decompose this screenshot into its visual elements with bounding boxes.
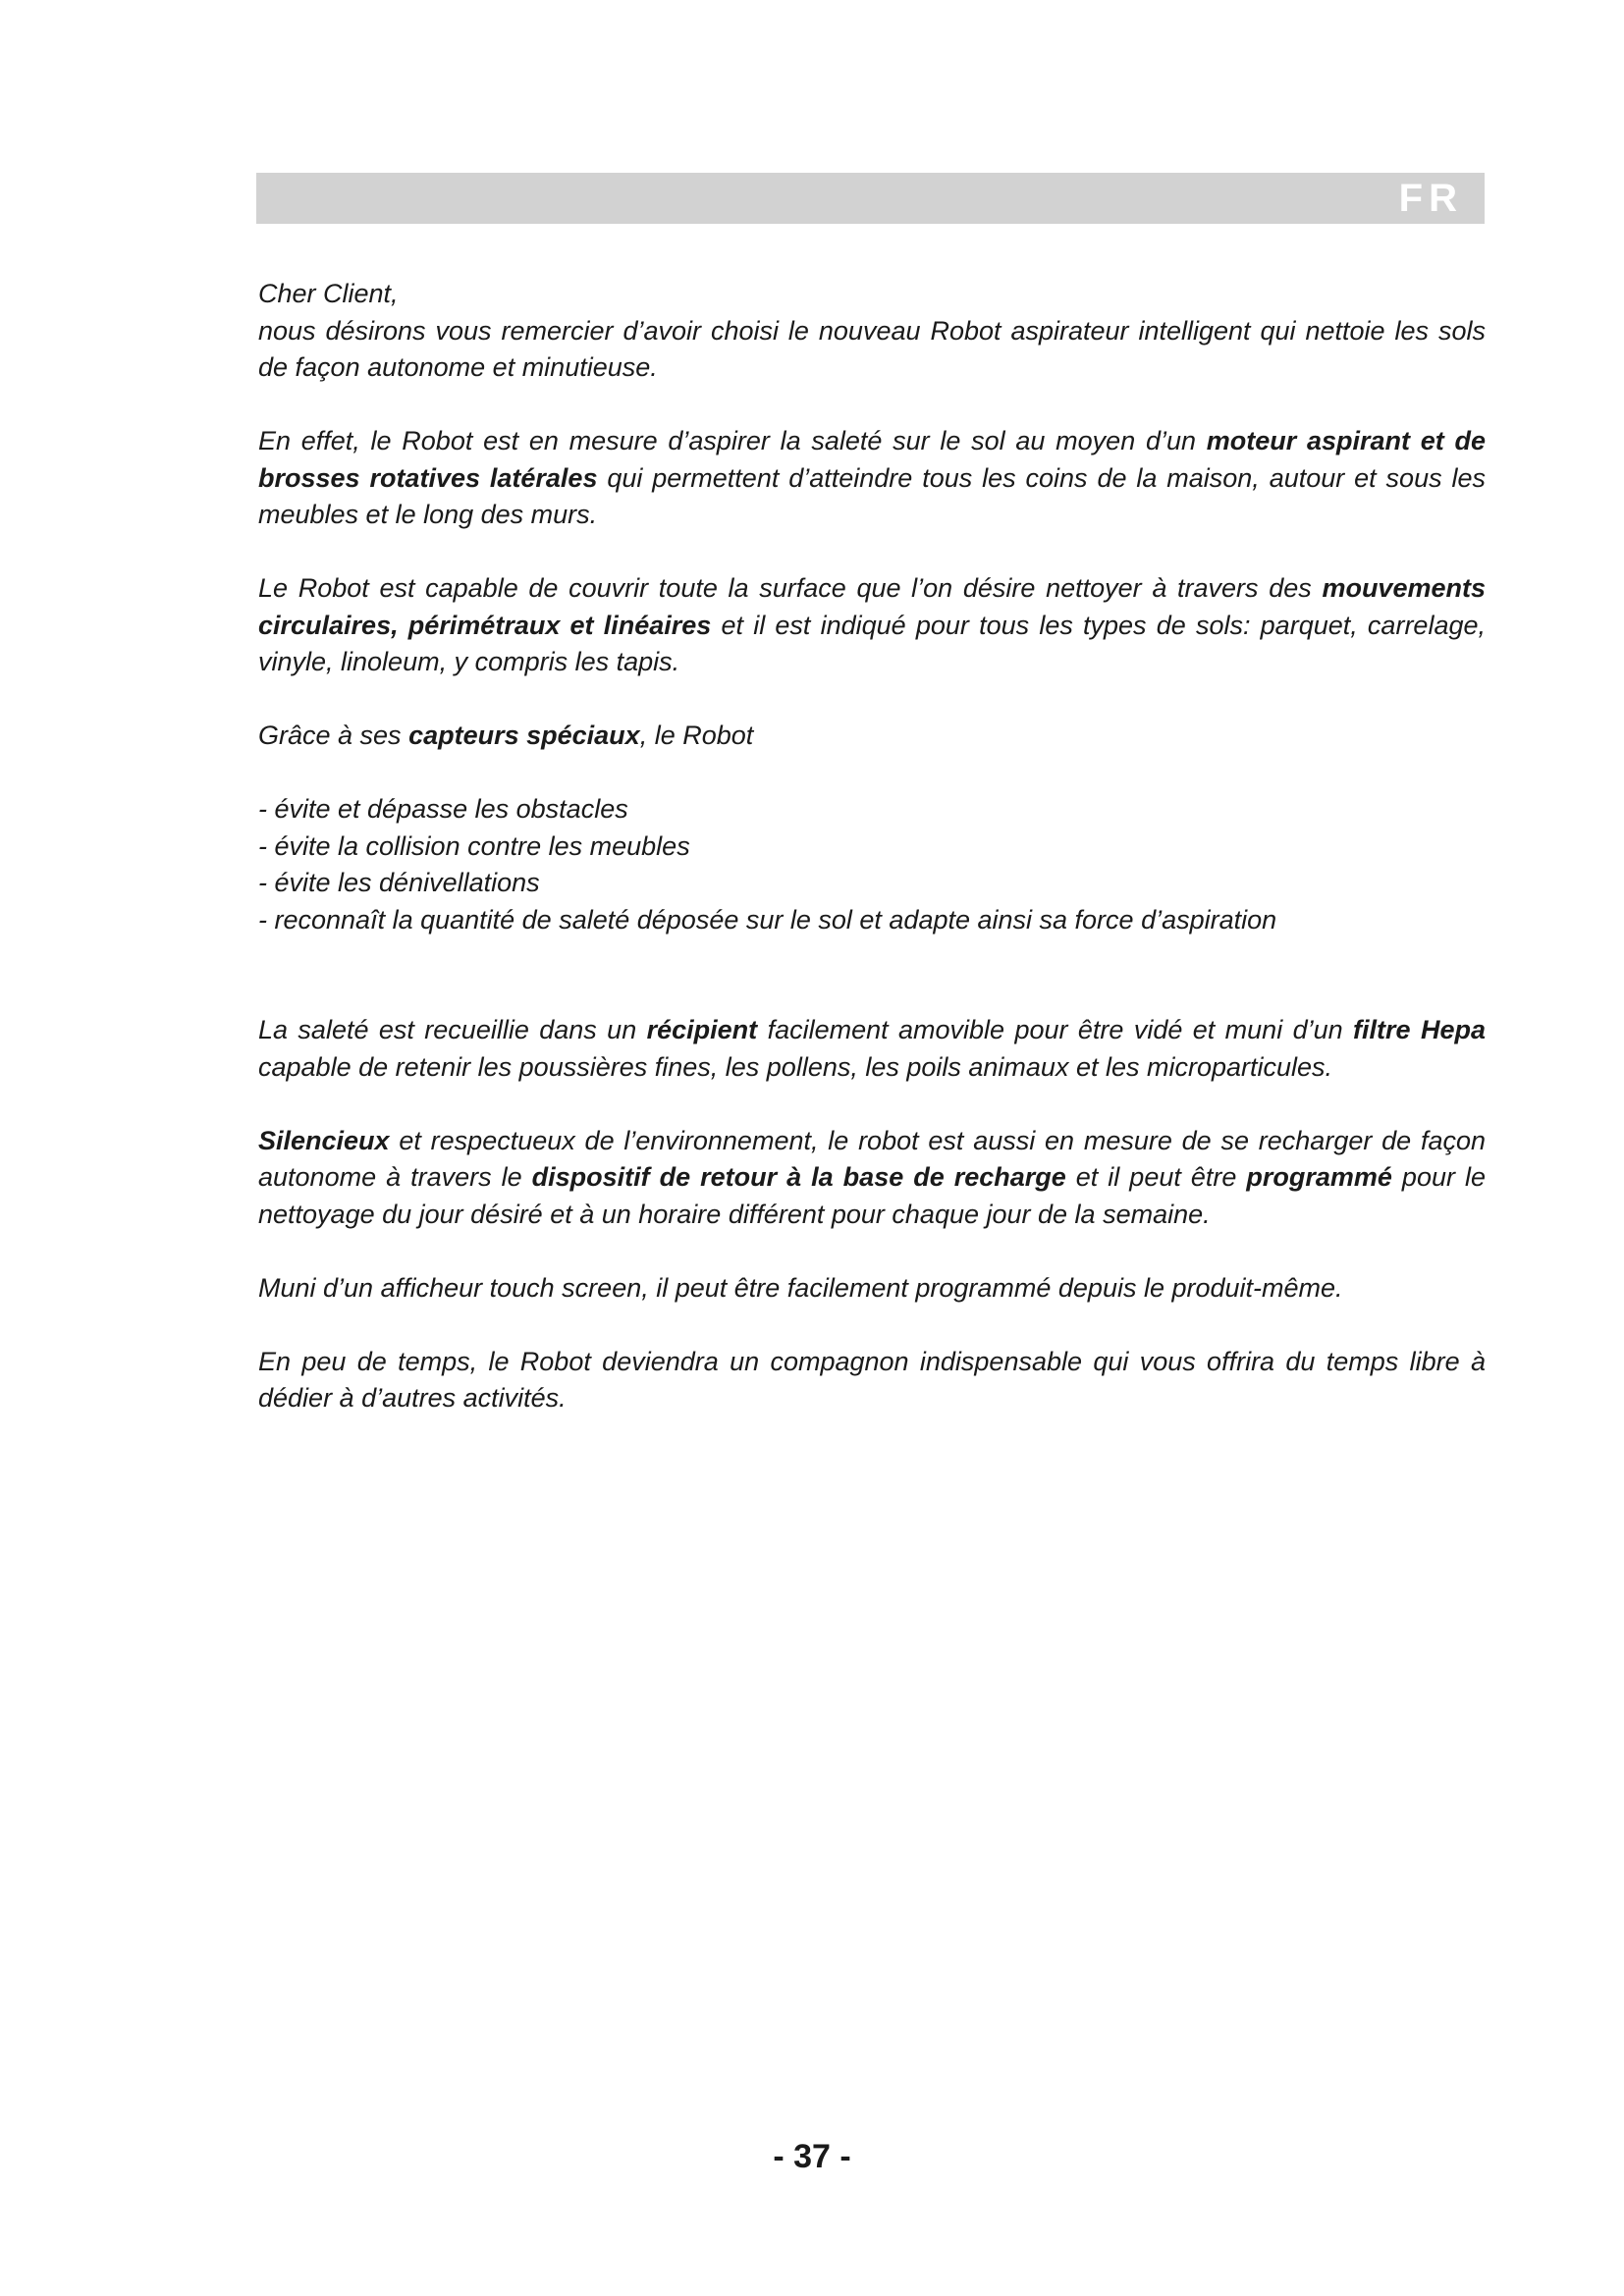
text-run: Grâce à ses xyxy=(258,721,409,750)
text-run: Le Robot est capable de couvrir toute la surface que l’on désire nettoyer à travers des xyxy=(258,573,1323,603)
intro-text: nous désirons vous remercier d’avoir choisi le nouveau Robot aspirateur intelligent qui nettoie les sols de façon autonome et minutieuse. xyxy=(258,315,1486,382)
language-header-bar xyxy=(256,173,1485,224)
text-run: , le Robot xyxy=(639,721,754,750)
text-run: qui permettent d’atteindre tous les coins de la maison, autour et sous les meubles et le long des murs. xyxy=(258,462,1486,529)
text-run: capable de retenir les poussières fines, les pollens, les poils animaux et les microparticules. xyxy=(258,1051,1333,1082)
emphasis-text: Silencieux xyxy=(258,1125,390,1155)
emphasis-text: programmé xyxy=(1246,1162,1392,1192)
emphasis-text: dispositif de retour à la base de recharge xyxy=(531,1162,1066,1192)
text-run: La saleté est recueillie dans un xyxy=(258,1015,647,1044)
list-item: - évite la collision contre les meubles xyxy=(258,830,690,861)
sensor-feature-list xyxy=(258,791,1486,938)
paragraph-suction xyxy=(258,423,1486,534)
language-label: FR xyxy=(1398,177,1463,220)
emphasis-text: capteurs spéciaux xyxy=(408,721,640,750)
paragraph-movements xyxy=(258,570,1486,681)
paragraph-closing: En peu de temps, le Robot deviendra un compagnon indispensable qui vous offrira du temps libre à dédier à d’autres activités. xyxy=(258,1346,1486,1413)
emphasis-text: récipient xyxy=(646,1015,758,1044)
emphasis-text: filtre Hepa xyxy=(1353,1015,1486,1044)
list-item: - reconnaît la quantité de saleté déposée sur le sol et adapte ainsi sa force d’aspiration xyxy=(258,904,1277,934)
text-run: pour le nettoyage du jour désiré et à un horaire différent pour chaque jour de la semaine. xyxy=(258,1162,1486,1229)
page-number: - 37 - xyxy=(773,2138,851,2175)
greeting: Cher Client, xyxy=(258,279,399,308)
list-item: - évite les dénivellations xyxy=(258,868,540,897)
text-run: et respectueux de l’environnement, le robot est aussi en mesure de se recharger de façon autonome à travers le xyxy=(258,1125,1486,1192)
page-body xyxy=(258,276,1486,1454)
paragraph-silent-recharge xyxy=(258,1123,1486,1234)
text-run: et il est indiqué pour tous les types de sols: parquet, carrelage, vinyle, linoleum, y compris les tapis. xyxy=(258,610,1486,676)
list-item: - évite et dépasse les obstacles xyxy=(258,794,628,824)
emphasis-text: moteur aspirant et de brosses rotatives latérales xyxy=(258,426,1486,493)
emphasis-text: mouvements circulaires, périmétraux et linéaires xyxy=(258,573,1486,640)
text-run: En effet, le Robot est en mesure d’aspirer la saleté sur le sol au moyen d’un xyxy=(258,426,1207,455)
intro-paragraph xyxy=(258,276,1486,387)
paragraph-container-filter xyxy=(258,1012,1486,1086)
paragraph-sensors xyxy=(258,718,1486,755)
paragraph-touchscreen: Muni d’un afficheur touch screen, il peut être facilement programmé depuis le produit-même. xyxy=(258,1272,1343,1303)
text-run: facilement amovible pour être vidé et muni d’un xyxy=(757,1015,1354,1044)
spacer xyxy=(258,976,1486,1013)
text-run: et il peut être xyxy=(1065,1162,1247,1192)
